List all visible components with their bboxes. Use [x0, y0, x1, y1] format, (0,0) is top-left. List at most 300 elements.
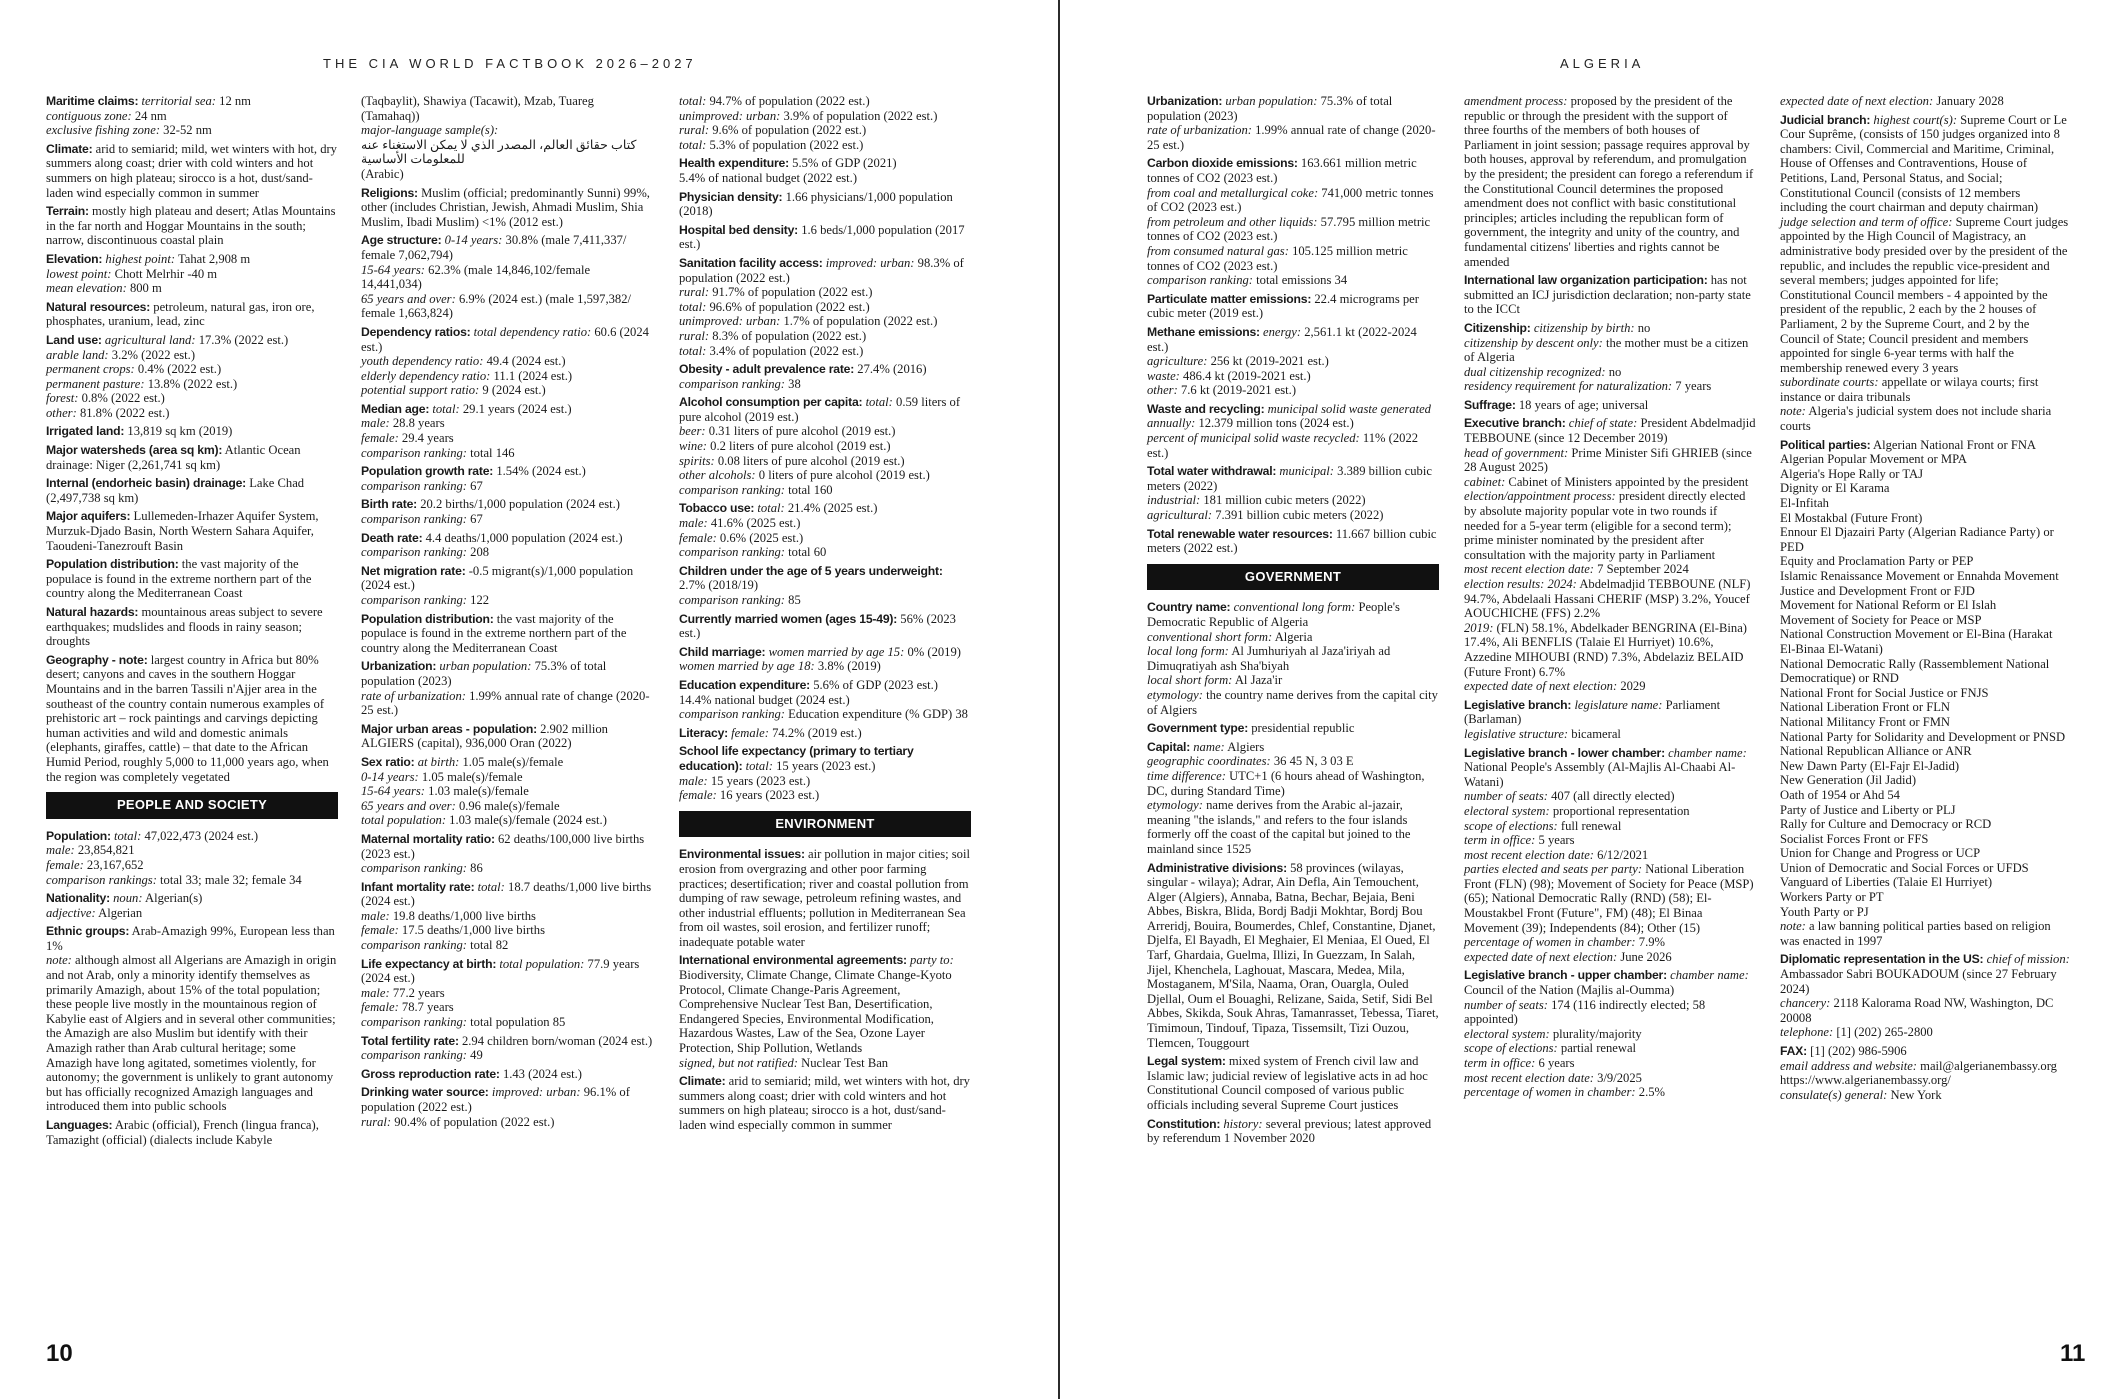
entry-label: Drinking water source:	[361, 1085, 489, 1100]
field-name: 0-14 years:	[444, 233, 503, 248]
field-name: unimproved: urban:	[679, 314, 781, 329]
field-value: 96.1% of population (2022 est.)	[361, 1085, 630, 1114]
entry-line	[46, 281, 338, 296]
field-value: 2029	[1620, 679, 1646, 694]
entry-label: Terrain:	[46, 204, 89, 219]
entry-line	[679, 109, 971, 124]
entry-line	[361, 923, 653, 938]
factbook-entry	[679, 223, 971, 252]
entry-label: School life expectancy (primary to tertiary education):	[679, 744, 914, 773]
entry-line	[679, 693, 971, 708]
field-value: 5.4% of national budget (2022 est.)	[679, 170, 858, 185]
field-name: comparison ranking:	[361, 512, 467, 527]
entry-label: Ethnic groups:	[46, 924, 130, 939]
entry-text: 1.66 physicians/1,000 population (2018)	[679, 189, 953, 219]
factbook-entry	[1780, 94, 2070, 109]
entry-label: Urbanization:	[361, 659, 437, 674]
factbook-entry	[46, 605, 338, 649]
field-value: 85	[788, 593, 801, 607]
field-value: 21.4% (2025 est.)	[787, 501, 878, 516]
field-value: no	[1608, 364, 1622, 379]
field-value: 3.2% (2022 est.)	[111, 347, 196, 362]
factbook-entry	[1147, 325, 1439, 398]
entry-label: Legal system:	[1147, 1054, 1226, 1069]
field-name: rural:	[679, 123, 710, 138]
field-name: total population:	[361, 813, 447, 828]
factbook-entry	[46, 204, 338, 248]
entry-text: the vast majority of the populace is found in the extreme northern part of the country along the Mediterranean Coast	[361, 611, 627, 655]
entry-line	[679, 300, 971, 315]
entry-text: Arab-Amazigh 99%, European less than 1%	[46, 924, 335, 953]
field-name: amendment process:	[1464, 94, 1568, 108]
field-name: total:	[432, 401, 460, 416]
field-name: comparison ranking:	[361, 938, 467, 953]
entry-label: Sex ratio:	[361, 754, 415, 769]
entry-label: Population:	[46, 828, 111, 843]
field-name: comparison ranking:	[361, 1015, 467, 1030]
entry-line	[679, 593, 971, 608]
entry-line	[1464, 577, 1756, 621]
field-value: 105.125 million metric tonnes of CO2 (2023 est.)	[1147, 243, 1408, 273]
field-name: name:	[1193, 739, 1225, 754]
entry-label: Climate:	[46, 141, 93, 156]
field-value: 1.03 male(s)/female (2024 est.)	[449, 813, 607, 828]
field-value: People's Democratic Republic of Algeria	[1147, 600, 1400, 629]
entry-line	[679, 468, 971, 483]
field-value: 2,561.1 kt (2022-2024 est.)	[1147, 324, 1417, 354]
entry-text: 11.667 billion cubic meters (2022 est.)	[1147, 526, 1437, 556]
field-name: male:	[679, 516, 708, 531]
field-name: agricultural:	[1147, 508, 1213, 523]
entry-text: [1] (202) 986-5906	[1810, 1044, 1907, 1058]
entry-line	[46, 123, 338, 138]
entry-text: Muslim (official; predominantly Sunni) 99%, other (includes Christian, Jewish, Ahmadi Muslim, Shia Muslim, Ibadi Muslim) <1% (2012 est.)	[361, 185, 650, 229]
text-column-3	[679, 94, 971, 1137]
field-value: 3.8% (2019)	[817, 659, 881, 674]
entry-line	[769, 645, 961, 659]
entry-line	[1464, 94, 1756, 269]
field-name: forest:	[46, 391, 79, 406]
factbook-entry	[361, 233, 653, 321]
entry-line	[1464, 446, 1756, 475]
factbook-entry	[361, 94, 653, 182]
language-note: (Arabic)	[361, 166, 404, 181]
field-name: party to:	[910, 953, 954, 968]
field-name: conventional long form:	[1233, 600, 1356, 615]
entry-label: Irrigated land:	[46, 424, 125, 439]
field-value: June 2026	[1620, 949, 1672, 964]
field-value: 90.4% of population (2022 est.)	[394, 1114, 555, 1129]
entry-line	[1147, 798, 1439, 856]
factbook-entry	[1147, 402, 1439, 460]
field-name: chancery:	[1780, 996, 1831, 1011]
factbook-entry	[46, 252, 338, 296]
field-name: telephone:	[1780, 1025, 1834, 1040]
entry-text: 5.6% of GDP (2023 est.)	[813, 677, 938, 692]
field-name: female:	[731, 725, 769, 740]
entry-text: 18 years of age; universal	[1518, 397, 1649, 412]
party-item: National Militancy Front or FMN	[1780, 714, 1951, 729]
field-value: Al Jumhuriyah al Jaza'iriyah ad Dimuqratiyah ash Sha'biyah	[1147, 644, 1391, 673]
entry-line	[679, 953, 954, 1055]
entry-label: Total fertility rate:	[361, 1033, 459, 1048]
field-value: 75.3% of total population (2023)	[1147, 94, 1393, 123]
field-name: comparison ranking:	[1147, 273, 1253, 288]
factbook-entry	[679, 1074, 971, 1132]
entry-line	[1147, 769, 1439, 798]
entry-label: Obesity - adult prevalence rate:	[679, 362, 855, 377]
field-name: mean elevation:	[46, 281, 127, 296]
entry-text: Algerian National Front or FNA	[1873, 437, 2037, 452]
field-name: territorial sea:	[141, 94, 216, 108]
factbook-entry	[46, 509, 338, 553]
field-value: 77.2 years	[392, 985, 445, 1000]
field-value: 96.6% of population (2022 est.)	[709, 299, 870, 314]
field-name: signed, but not ratified:	[679, 1055, 798, 1070]
field-value: 17.5 deaths/1,000 live births	[401, 923, 545, 938]
entry-line	[1464, 365, 1756, 380]
entry-line	[731, 726, 861, 740]
field-name: comparison ranking:	[361, 861, 467, 876]
entry-line	[105, 333, 288, 347]
entry-line	[46, 843, 338, 858]
entry-line	[418, 755, 564, 769]
field-value: 3.4% of population (2022 est.)	[709, 343, 864, 358]
factbook-entry	[46, 1118, 338, 1147]
field-name: chief of state:	[1568, 416, 1638, 431]
party-item: Ennour El Djazairi Party (Algerian Radiance Party) or PED	[1780, 525, 2054, 554]
entry-text: mixed system of French civil law and Islamic law; judicial review of legislative acts in ad hoc Constitutional Council composed of various public officials including several Supreme Court justices	[1147, 1054, 1428, 1112]
factbook-entry	[1464, 273, 1756, 317]
entry-line	[1780, 996, 2070, 1025]
field-name: improved: urban:	[491, 1085, 581, 1100]
factbook-entry	[679, 362, 971, 391]
field-value: 49	[470, 1048, 483, 1063]
entry-label: Capital:	[1147, 739, 1191, 754]
field-name: comparison ranking:	[361, 1048, 467, 1063]
entry-line	[679, 516, 971, 531]
field-value: Council of the Nation (Majlis al-Oumma)	[1464, 983, 1675, 998]
field-value: 78.7 years	[401, 1000, 454, 1015]
entry-line	[1464, 727, 1756, 742]
field-name: comparison ranking:	[361, 545, 467, 560]
entry-line	[46, 377, 338, 392]
field-value: Supreme Court or Le Cour Suprême, (consists of 150 judges organized into 8 chambers: Civil, Commercial and Maritime, Criminal, House of Offenses and Contraventions, House of Petitions, Land, Personal Status, and Social; Constitutional Council (consists of 12 members including the court chairman and deputy chairman)	[1780, 112, 2067, 215]
entry-label: Internal (endorheic basin) drainage:	[46, 476, 247, 491]
field-value: Algeria	[1274, 629, 1313, 644]
field-value: National People's Assembly (Al-Majlis Al-Chaabi Al-Watani)	[1464, 760, 1736, 789]
entry-line	[1147, 215, 1439, 244]
field-name: comparison rankings:	[46, 872, 157, 887]
field-name: permanent crops:	[46, 362, 135, 377]
section-header: GOVERNMENT	[1147, 564, 1439, 591]
field-value: (FLN) 58.1%, Abdelkader BENGRINA (El-Bina) 17.4%, Ali BENFLIS (Talaie El Hurriyet) 10.6%, Azzedine MIHOUBI (RND) 7.3%, Abdelaziz BELAID (Future Front) 6.7%	[1464, 620, 1747, 679]
entry-line	[105, 252, 250, 266]
entry-label: Constitution:	[1147, 1116, 1221, 1131]
party-item: Islamic Renaissance Movement or Ennahda Movement	[1780, 569, 2059, 583]
entry-text: largest country in Africa but 80% desert; canyons and caves in the southern Hoggar Mountains and in the barren Tassili n'Ajjer area in the southeast of the country contain numerous examples of prehistoric art – rock paintings and carvings depicting human activities and wild and domestic animals (elephants, giraffes, cattle) – that date to the African Humid Period, roughly 5,000 to 11,000 years ago, when the region was completely vegetated	[46, 652, 329, 784]
field-value: proposed by the president of the republic or through the president with the support of three fourths of the members of both houses of Parliament in joint session; passage requires approval by both houses, approval by referendum, and promulgation by the president; the president can forego a referendum if the Constitutional Council determines the proposed amendment does not conflict with basic constitutional principles; articles including the republican form of government, the integrity and unity of the country, and fundamental citizens' liberties and rights cannot be amended	[1464, 94, 1754, 269]
field-value: 41.6% (2025 est.)	[710, 516, 801, 531]
field-value: 9 (2024 est.)	[482, 383, 546, 398]
entry-line	[432, 402, 571, 416]
factbook-entry	[1147, 464, 1439, 522]
factbook-entry	[361, 755, 653, 828]
field-value: 13.8% (2022 est.)	[147, 376, 238, 391]
factbook-entry	[46, 300, 338, 329]
factbook-entry	[679, 847, 971, 949]
factbook-entry	[679, 953, 971, 1070]
entry-label: Legislative branch - upper chamber:	[1464, 968, 1667, 983]
entry-line	[1147, 644, 1439, 673]
entry-label: Total water withdrawal:	[1147, 464, 1277, 479]
arabic-sample: كتاب حقائق العالم، المصدر الذي لا يمكن الاستغناء عنه للمعلومات الأساسية	[361, 137, 637, 167]
factbook-entry	[46, 443, 338, 472]
field-name: comparison ranking:	[679, 545, 785, 560]
entry-line	[1147, 123, 1439, 152]
field-name: municipal solid waste generated annually:	[1147, 401, 1431, 431]
field-name: dual citizenship recognized:	[1464, 364, 1606, 379]
entry-label: Population distribution:	[361, 611, 494, 626]
field-value: 16 years (2023 est.)	[719, 788, 820, 803]
entry-text: petroleum, natural gas, iron ore, phosphates, uranium, lead, zinc	[46, 299, 315, 329]
field-name: rural:	[679, 328, 710, 343]
field-value: proportional representation	[1552, 803, 1690, 818]
running-head-right: ALGERIA	[1560, 56, 1645, 71]
entry-line	[1147, 383, 1439, 398]
factbook-entry	[361, 832, 653, 876]
field-value: Al Jaza'ir	[1234, 673, 1283, 688]
field-value: 11% (2022 est.)	[1147, 431, 1419, 460]
field-name: male:	[46, 843, 75, 858]
entry-line	[679, 138, 971, 153]
factbook-entry	[679, 744, 971, 802]
entry-text: arid to semiarid; mild, wet winters with hot, dry summers along coast; drier with cold winters and hot summers on high plateau; sirocco is a hot, dust/sand-laden wind especially common in summer	[46, 141, 337, 200]
entry-text: 27.4% (2016)	[857, 362, 927, 377]
field-name: total dependency ratio:	[473, 324, 592, 339]
entry-label: Sanitation facility access:	[679, 255, 823, 270]
field-name: permanent pasture:	[46, 376, 145, 391]
field-value: mail@algerianembassy.org	[1920, 1058, 2057, 1073]
entry-line	[679, 285, 971, 300]
field-name: improved: urban:	[825, 255, 915, 270]
entry-line	[679, 344, 971, 359]
entry-text: 13,819 sq km (2019)	[127, 424, 233, 439]
entry-line	[361, 909, 653, 924]
field-value: 67	[470, 478, 483, 493]
entry-line	[46, 953, 338, 1114]
entry-line	[46, 858, 338, 873]
field-name: conventional short form:	[1147, 629, 1273, 644]
entry-label: Major aquifers:	[46, 509, 131, 524]
field-name: email address and website:	[1780, 1058, 1917, 1073]
entry-label: Population distribution:	[46, 557, 179, 572]
field-name: contiguous zone:	[46, 108, 132, 123]
factbook-entry	[361, 497, 653, 526]
factbook-entry	[679, 501, 971, 559]
field-name: from petroleum and other liquids:	[1147, 214, 1318, 229]
field-name: agriculture:	[1147, 354, 1208, 369]
field-value: Abdelmadjid TEBBOUNE (NLF) 94.7%, Abdelaali Hassani CHERIF (MSP) 3.2%, Youcef AOUCHICHE (FFS) 2.2%	[1464, 577, 1751, 621]
entry-line	[1464, 804, 1756, 819]
entry-line	[679, 774, 971, 789]
party-item: New Dawn Party (El-Fajr El-Jadid)	[1780, 758, 1960, 773]
field-value: 1.7% of population (2022 est.)	[783, 314, 938, 329]
field-name: scope of elections:	[1464, 1041, 1558, 1056]
entry-line	[1464, 862, 1756, 935]
field-name: 15-64 years:	[361, 784, 426, 799]
field-value: 6/12/2021	[1597, 847, 1649, 862]
field-name: citizenship by birth:	[1533, 320, 1635, 335]
field-name: beer:	[679, 424, 706, 439]
party-item: Dignity or El Karama	[1780, 481, 1890, 496]
field-name: 15-64 years:	[361, 262, 426, 277]
entry-text: 22.4 micrograms per cubic meter (2019 est.)	[1147, 291, 1419, 321]
entry-line	[1464, 848, 1756, 863]
entry-line	[46, 348, 338, 363]
entry-label: Net migration rate:	[361, 563, 466, 578]
entry-line	[746, 759, 876, 773]
field-name: male:	[361, 985, 390, 1000]
factbook-entry	[1147, 94, 1439, 152]
field-name: subordinate courts:	[1780, 375, 1879, 390]
entry-label: Government type:	[1147, 721, 1249, 736]
entry-text: 62 deaths/100,000 live births (2023 est.)	[361, 831, 645, 861]
field-name: chamber name:	[1670, 968, 1749, 983]
entry-line	[361, 784, 653, 799]
field-value: 74.2% (2019 est.)	[772, 725, 862, 740]
field-value: total population 85	[470, 1015, 566, 1030]
entry-label: Median age:	[361, 401, 430, 416]
entry-text: mountainous areas subject to severe earthquakes; mudslides and floods in rainy season; droughts	[46, 605, 323, 649]
field-name: total:	[679, 343, 707, 358]
entry-label: Birth rate:	[361, 497, 418, 512]
entry-line	[1464, 833, 1756, 848]
entry-label: Age structure:	[361, 233, 442, 248]
entry-line	[1193, 740, 1264, 754]
entry-line	[1147, 369, 1439, 384]
entry-label: International law organization participation:	[1464, 273, 1708, 288]
field-name: local long form:	[1147, 644, 1229, 659]
entry-line	[46, 906, 338, 921]
entry-line	[1464, 789, 1756, 804]
party-item: Youth Party or PJ	[1780, 904, 1869, 919]
field-value: 32-52 nm	[163, 123, 212, 138]
entry-label: Legislative branch - lower chamber:	[1464, 745, 1665, 760]
entry-label: Alcohol consumption per capita:	[679, 395, 863, 410]
entry-line	[1464, 679, 1756, 694]
entry-line	[1464, 475, 1756, 490]
entry-line	[1780, 1073, 2070, 1088]
field-name: judge selection and term of office:	[1780, 214, 1953, 229]
field-value: 28.8 years	[392, 416, 445, 431]
party-item: Equity and Proclamation Party or PEP	[1780, 554, 1974, 569]
field-value: 8.3% of population (2022 est.)	[712, 328, 867, 343]
entry-label: Executive branch:	[1464, 416, 1566, 431]
right-page	[1060, 0, 2118, 1399]
field-name: female:	[679, 530, 717, 545]
entry-line	[361, 354, 653, 369]
field-name: note:	[1780, 404, 1806, 419]
field-name: most recent election date:	[1464, 562, 1594, 577]
field-value: 91.7% of population (2022 est.)	[712, 285, 873, 300]
factbook-entry	[1464, 398, 1756, 413]
entry-text: 58 provinces (wilayas, singular - wilaya); Adrar, Ain Defla, Ain Temouchent, Alger (Algiers), Annaba, Batna, Bechar, Bejaia, Beni Abbes, Biskra, Blida, Bordj Badji Mokhtar, Bordj Bou Arreridj, Bouira, Boumerdes, Chlef, Constantine, Djanet, Djelfa, El Bayadh, El Meghaier, El Meniaa, El Oued, El Tarf, Ghardaia, Guelma, Illizi, In Guezzam, In Salah, Jijel, Khenchela, Laghouat, Mascara, Medea, Mila, Mostaganem, M'Sila, Naama, Oran, Ouargla, Ouled Djellal, Oum el Bouaghi, Relizane, Saida, Setif, Sidi Bel Abbes, Skikda, Souk Ahras, Tamanrasset, Tebessa, Tiaret, Timimoun, Tindouf, Tipaza, Tissemsilt, Tizi Ouzou, Tlemcen, Touggourt	[1147, 860, 1439, 1050]
entry-label: Suffrage:	[1464, 397, 1516, 412]
field-name: at birth:	[417, 754, 460, 769]
field-value: Ambassador Sabri BOUKADOUM (since 27 February 2024)	[1780, 967, 2057, 996]
entry-line	[361, 938, 653, 953]
field-value: 3.389 billion cubic meters (2022)	[1147, 464, 1432, 493]
entry-line	[1780, 94, 2070, 109]
field-name: election/appointment process:	[1464, 489, 1616, 504]
field-name: cabinet:	[1464, 474, 1506, 489]
entry-line	[361, 1115, 653, 1130]
entry-text: the vast majority of the populace is found in the extreme northern part of the country along the Mediterranean Coast	[46, 557, 312, 601]
field-value: 6.9% (2024 est.) (male 1,597,382/ female 1,663,824)	[361, 291, 632, 321]
entry-line	[1464, 935, 1756, 950]
field-name: comparison ranking:	[361, 593, 467, 607]
entry-line	[361, 416, 653, 431]
entry-label: Population growth rate:	[361, 464, 494, 479]
entry-line	[1464, 379, 1756, 394]
field-value: total 33; male 32; female 34	[160, 872, 302, 887]
field-value: 0.31 liters of pure alcohol (2019 est.)	[708, 424, 896, 439]
field-value: total 146	[470, 445, 515, 460]
entry-label: Land use:	[46, 332, 102, 347]
field-value: 1.99% annual rate of change (2020-25 est.)	[1147, 123, 1436, 152]
field-name: number of seats:	[1464, 997, 1548, 1012]
party-item: National Liberation Front or FLN	[1780, 700, 1950, 715]
entry-line	[1534, 321, 1651, 335]
entry-text: Arabic (official), French (lingua franca), Tamazight (official) (dialects include Kabyle	[46, 1118, 319, 1147]
field-value: 122	[470, 593, 490, 607]
entry-line	[361, 545, 653, 560]
field-name: urban population:	[1225, 94, 1318, 108]
entry-line	[46, 873, 338, 888]
field-name: spirits:	[679, 453, 715, 468]
entry-text: arid to semiarid; mild, wet winters with hot, dry summers along coast; drier with cold winters and hot summers on high plateau; sirocco is a hot, dust/sand-laden wind especially common in summer	[679, 1074, 970, 1132]
factbook-entry	[1780, 1044, 2070, 1102]
entry-line	[361, 512, 653, 527]
factbook-entry	[361, 957, 653, 1030]
field-name: women married by age 15:	[768, 644, 905, 659]
entry-line	[1780, 404, 2070, 433]
field-name: citizenship by descent only:	[1464, 335, 1603, 350]
entry-line	[1780, 375, 2070, 404]
factbook-entry	[1147, 292, 1439, 321]
field-value: 0 liters of pure alcohol (2019 est.)	[758, 468, 930, 483]
field-value: 86	[470, 861, 483, 876]
party-item: Movement of Society for Peace or MSP	[1780, 612, 1982, 627]
field-name: time difference:	[1147, 768, 1226, 783]
field-name: 65 years and over:	[361, 291, 456, 306]
party-item: Vanguard of Liberties (Talaie El Hurriyet)	[1780, 875, 1993, 890]
field-value: Algeria's judicial system does not include sharia courts	[1780, 404, 2052, 434]
entry-line	[1147, 354, 1439, 369]
entry-line	[141, 94, 251, 108]
entry-line	[679, 94, 971, 109]
factbook-entry	[679, 678, 971, 722]
entry-label: Geography - note:	[46, 652, 148, 667]
factbook-entry	[679, 726, 971, 741]
factbook-entry	[1147, 1054, 1439, 1112]
field-name: chief of mission:	[1986, 952, 2070, 967]
field-value: although almost all Algerians are Amazigh in origin and not Arab, only a minority identify themselves as primarily Amazigh, about 15% of the total population; these people live mostly in the mountainous region of Kabylie east of Algiers and in several other communities; the Amazigh are also Muslim but identify with their Amazigh rather than Arab cultural heritage; some Amazigh have long agitated, sometimes violently, for autonomy; the government is unlikely to grant autonomy but has officially recognized Amazigh languages and introduced them into public schools	[46, 953, 337, 1114]
entry-line	[361, 369, 653, 384]
entry-line	[1464, 562, 1756, 577]
text-column-5	[1464, 94, 1756, 1104]
